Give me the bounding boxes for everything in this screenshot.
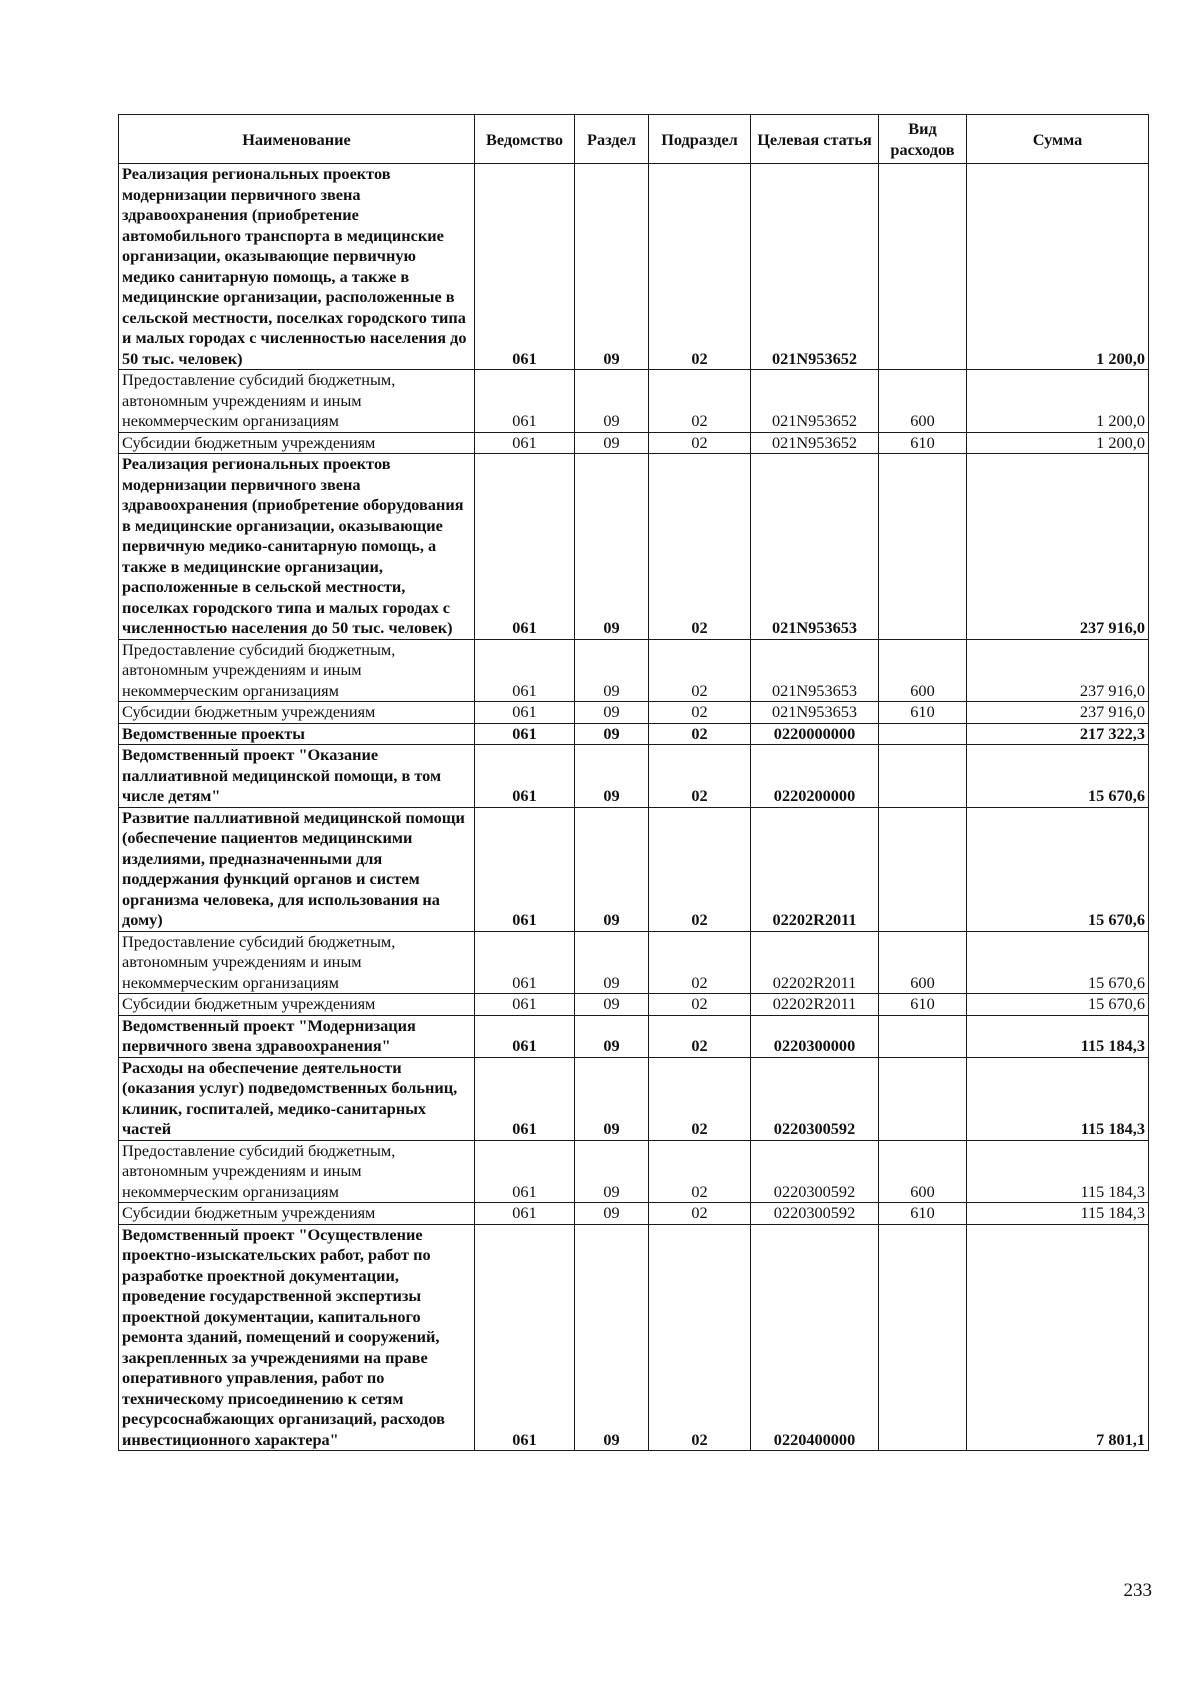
row-sum: 115 184,3	[967, 1203, 1149, 1225]
row-dept: 061	[475, 723, 575, 745]
row-section: 09	[575, 1140, 649, 1203]
row-section: 09	[575, 1224, 649, 1451]
row-target: 0220300592	[751, 1203, 879, 1225]
row-name: Предоставление субсидий бюджетным, автономным учреждениям и иным некоммерческим организациям	[119, 639, 475, 702]
row-sum: 15 670,6	[967, 994, 1149, 1016]
row-subsection: 02	[649, 1057, 751, 1140]
row-dept: 061	[475, 370, 575, 433]
row-name: Субсидии бюджетным учреждениям	[119, 1203, 475, 1225]
row-dept: 061	[475, 1203, 575, 1225]
row-dept: 061	[475, 745, 575, 808]
row-target: 021N953652	[751, 370, 879, 433]
row-section: 09	[575, 723, 649, 745]
row-name: Субсидии бюджетным учреждениям	[119, 702, 475, 724]
budget-table	[118, 114, 1149, 1451]
row-subsection: 02	[649, 807, 751, 931]
row-subsection: 02	[649, 454, 751, 640]
row-sum: 7 801,1	[967, 1224, 1149, 1451]
row-section: 09	[575, 702, 649, 724]
row-sum: 115 184,3	[967, 1057, 1149, 1140]
header-name: Наименование	[119, 115, 475, 164]
table-row	[119, 1057, 1149, 1140]
page-number: 233	[1123, 1580, 1152, 1601]
table-row	[119, 702, 1149, 724]
row-kind	[879, 745, 967, 808]
table-row	[119, 1015, 1149, 1057]
table-row	[119, 1224, 1149, 1451]
row-sum: 217 322,3	[967, 723, 1149, 745]
row-dept: 061	[475, 1015, 575, 1057]
row-section: 09	[575, 745, 649, 808]
row-section: 09	[575, 994, 649, 1016]
row-subsection: 02	[649, 1140, 751, 1203]
row-section: 09	[575, 454, 649, 640]
row-subsection: 02	[649, 994, 751, 1016]
table-row	[119, 164, 1149, 370]
row-sum: 1 200,0	[967, 432, 1149, 454]
row-dept: 061	[475, 807, 575, 931]
row-section: 09	[575, 432, 649, 454]
row-target: 02202R2011	[751, 931, 879, 994]
row-section: 09	[575, 807, 649, 931]
row-dept: 061	[475, 1057, 575, 1140]
row-kind	[879, 1057, 967, 1140]
row-dept: 061	[475, 454, 575, 640]
row-kind: 600	[879, 370, 967, 433]
row-kind	[879, 1015, 967, 1057]
row-target: 0220300000	[751, 1015, 879, 1057]
row-name: Реализация региональных проектов модернизации первичного звена здравоохранения (приобретение оборудования в медицинские организации, оказывающие первичную медико-санитарную помощь, а также в медицинские организации, расположенные в сельской местности, поселках городского типа и малых городах с численностью населения до 50 тыс. человек)	[119, 454, 475, 640]
row-name: Реализация региональных проектов модернизации первичного звена здравоохранения (приобретение автомобильного транспорта в медицинские организации, оказывающие первичную медико санитарную помощь, а также в медицинские организации, расположенные в сельской местности, поселках городского типа и малых городах с численностью населения до 50 тыс. человек)	[119, 164, 475, 370]
row-name: Развитие паллиативной медицинской помощи (обеспечение пациентов медицинскими изделиями, предназначенными для поддержания функций органов и систем организма человека, для использования на дому)	[119, 807, 475, 931]
row-dept: 061	[475, 164, 575, 370]
row-kind	[879, 807, 967, 931]
row-subsection: 02	[649, 639, 751, 702]
table-row	[119, 454, 1149, 640]
row-dept: 061	[475, 639, 575, 702]
row-sum: 115 184,3	[967, 1015, 1149, 1057]
row-name: Субсидии бюджетным учреждениям	[119, 432, 475, 454]
table-row	[119, 432, 1149, 454]
row-dept: 061	[475, 931, 575, 994]
row-section: 09	[575, 1057, 649, 1140]
row-section: 09	[575, 370, 649, 433]
row-kind: 600	[879, 1140, 967, 1203]
row-sum: 115 184,3	[967, 1140, 1149, 1203]
row-target: 021N953652	[751, 432, 879, 454]
row-sum: 15 670,6	[967, 745, 1149, 808]
table-row	[119, 723, 1149, 745]
row-subsection: 02	[649, 164, 751, 370]
row-dept: 061	[475, 702, 575, 724]
row-kind: 610	[879, 432, 967, 454]
row-subsection: 02	[649, 702, 751, 724]
row-name: Предоставление субсидий бюджетным, автономным учреждениям и иным некоммерческим организациям	[119, 1140, 475, 1203]
table-header-row	[119, 115, 1149, 164]
row-name: Субсидии бюджетным учреждениям	[119, 994, 475, 1016]
header-expense-kind: Вид расходов	[879, 115, 967, 164]
row-section: 09	[575, 1203, 649, 1225]
row-dept: 061	[475, 994, 575, 1016]
table-row	[119, 370, 1149, 433]
row-dept: 061	[475, 432, 575, 454]
row-section: 09	[575, 164, 649, 370]
row-subsection: 02	[649, 1203, 751, 1225]
table-row	[119, 994, 1149, 1016]
row-sum: 15 670,6	[967, 931, 1149, 994]
row-name: Ведомственный проект "Модернизация первичного звена здравоохранения"	[119, 1015, 475, 1057]
row-section: 09	[575, 1015, 649, 1057]
row-subsection: 02	[649, 745, 751, 808]
row-dept: 061	[475, 1224, 575, 1451]
row-kind	[879, 164, 967, 370]
header-dept: Ведомство	[475, 115, 575, 164]
row-target: 021N953653	[751, 454, 879, 640]
row-target: 0220400000	[751, 1224, 879, 1451]
row-kind: 610	[879, 1203, 967, 1225]
row-target: 0220000000	[751, 723, 879, 745]
table-row	[119, 745, 1149, 808]
row-section: 09	[575, 931, 649, 994]
row-target: 02202R2011	[751, 807, 879, 931]
row-subsection: 02	[649, 723, 751, 745]
row-name: Ведомственный проект "Оказание паллиативной медицинской помощи, в том числе детям"	[119, 745, 475, 808]
table-row	[119, 931, 1149, 994]
header-sum: Сумма	[967, 115, 1149, 164]
row-sum: 237 916,0	[967, 702, 1149, 724]
row-subsection: 02	[649, 1224, 751, 1451]
row-target: 021N953652	[751, 164, 879, 370]
row-kind	[879, 454, 967, 640]
row-section: 09	[575, 639, 649, 702]
row-name: Расходы на обеспечение деятельности (оказания услуг) подведомственных больниц, клиник, госпиталей, медико-санитарных частей	[119, 1057, 475, 1140]
row-name: Предоставление субсидий бюджетным, автономным учреждениям и иным некоммерческим организациям	[119, 370, 475, 433]
table-row	[119, 807, 1149, 931]
row-sum: 237 916,0	[967, 454, 1149, 640]
row-target: 021N953653	[751, 702, 879, 724]
header-section: Раздел	[575, 115, 649, 164]
row-sum: 1 200,0	[967, 164, 1149, 370]
row-kind	[879, 723, 967, 745]
row-target: 0220200000	[751, 745, 879, 808]
row-kind: 610	[879, 702, 967, 724]
row-subsection: 02	[649, 432, 751, 454]
table-row	[119, 639, 1149, 702]
table-row	[119, 1203, 1149, 1225]
row-dept: 061	[475, 1140, 575, 1203]
row-name: Предоставление субсидий бюджетным, автономным учреждениям и иным некоммерческим организациям	[119, 931, 475, 994]
row-sum: 237 916,0	[967, 639, 1149, 702]
row-subsection: 02	[649, 370, 751, 433]
row-subsection: 02	[649, 931, 751, 994]
header-subsection: Подраздел	[649, 115, 751, 164]
row-target: 021N953653	[751, 639, 879, 702]
table-row	[119, 1140, 1149, 1203]
row-target: 0220300592	[751, 1057, 879, 1140]
row-name: Ведомственный проект "Осуществление проектно-изыскательских работ, работ по разработке проектной документации, проведение государственной экспертизы проектной документации, капитального ремонта зданий, помещений и сооружений, закрепленных за учреждениями на праве оперативного управления, работ по техническому присоединению к сетям ресурсоснабжающих организаций, расходов инвестиционного характера"	[119, 1224, 475, 1451]
row-kind	[879, 1224, 967, 1451]
row-sum: 15 670,6	[967, 807, 1149, 931]
header-target-article: Целевая статья	[751, 115, 879, 164]
row-kind: 610	[879, 994, 967, 1016]
row-kind: 600	[879, 931, 967, 994]
row-kind: 600	[879, 639, 967, 702]
row-target: 0220300592	[751, 1140, 879, 1203]
row-target: 02202R2011	[751, 994, 879, 1016]
row-subsection: 02	[649, 1015, 751, 1057]
row-name: Ведомственные проекты	[119, 723, 475, 745]
row-sum: 1 200,0	[967, 370, 1149, 433]
